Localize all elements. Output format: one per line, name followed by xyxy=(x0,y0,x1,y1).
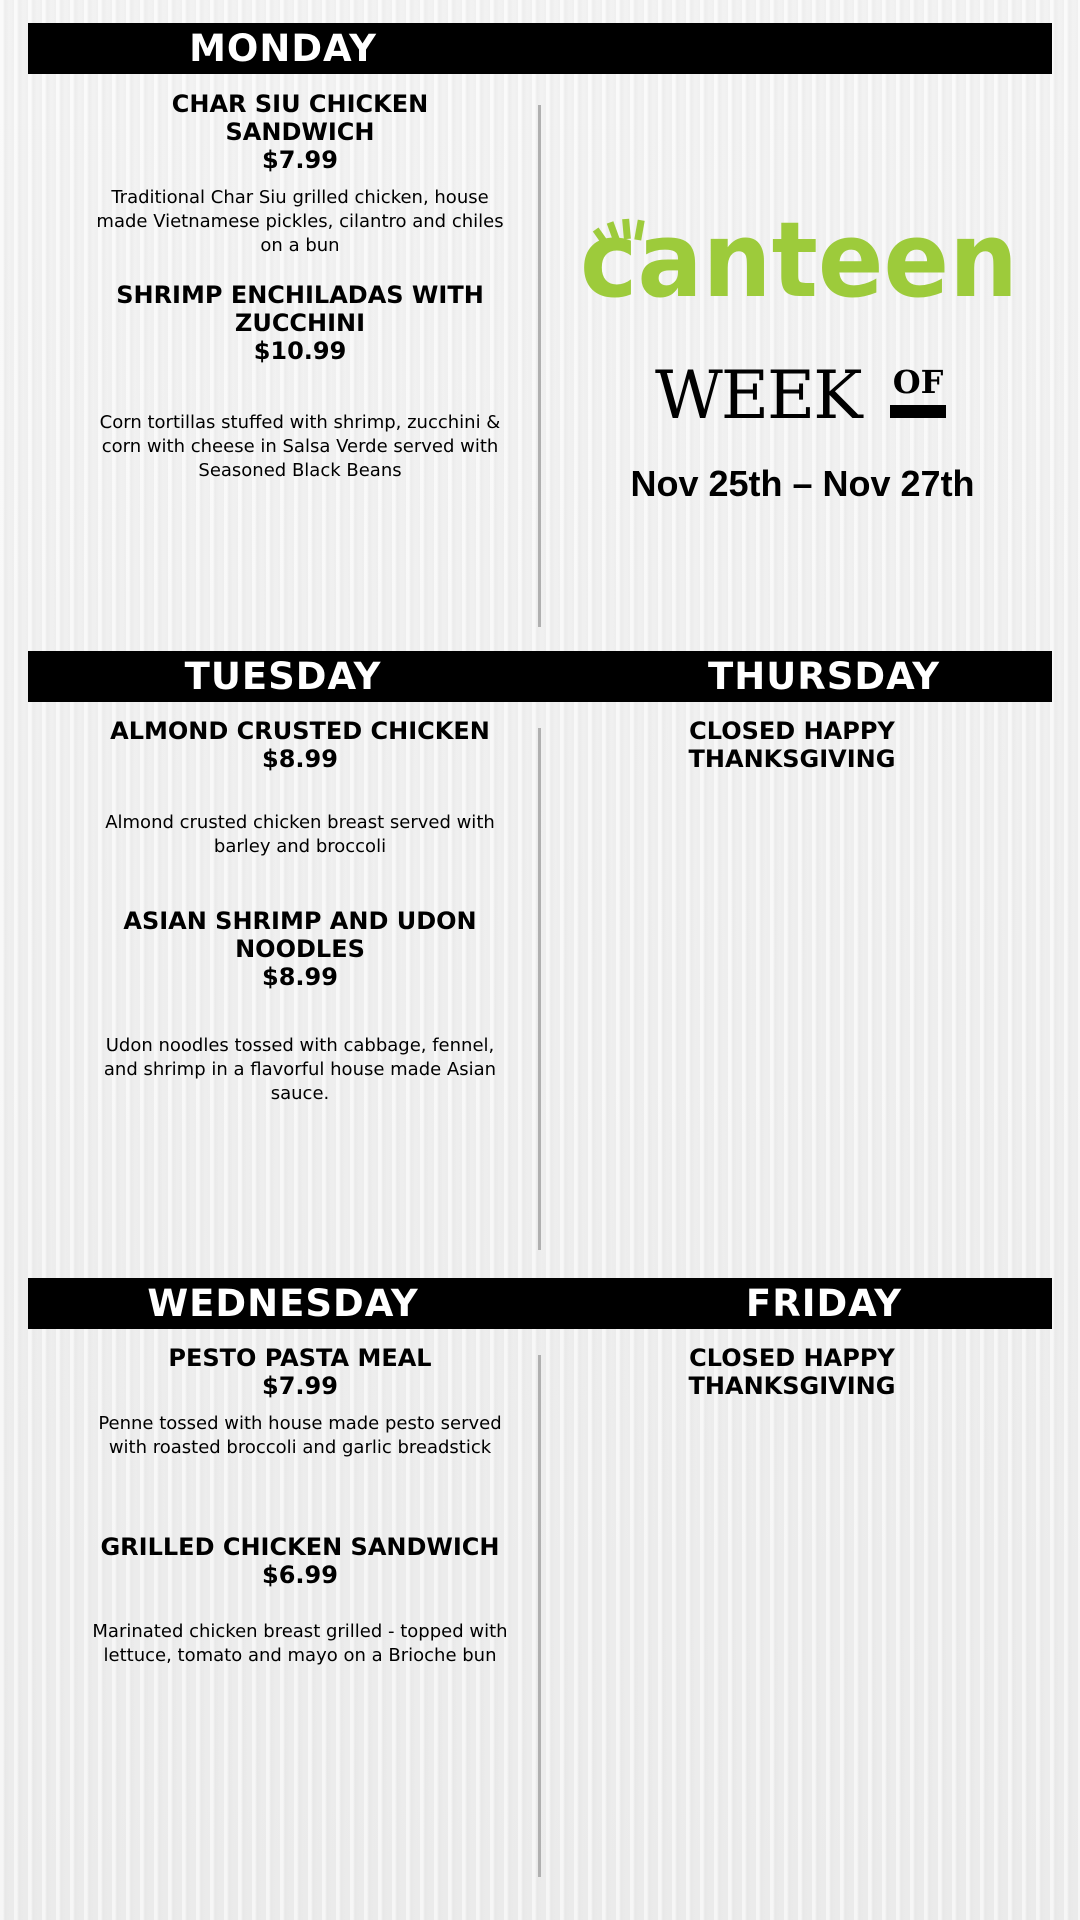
monday-item-2-description xyxy=(90,411,510,483)
column-divider xyxy=(538,105,541,627)
tuesday-thursday-header-band xyxy=(28,651,1052,702)
item-name: CHAR SIU CHICKEN SANDWICH xyxy=(171,90,429,146)
item-price: $10.99 xyxy=(253,337,347,365)
tuesday-item-1 xyxy=(90,717,510,773)
friday-label: FRIDAY xyxy=(745,1282,903,1325)
item-name: PESTO PASTA MEAL xyxy=(168,1344,432,1372)
wednesday-item-2 xyxy=(90,1533,510,1589)
tuesday-item-2 xyxy=(90,907,510,991)
item-description: Almond crusted chicken breast served with barley and broccoli xyxy=(105,812,495,857)
wednesday-item-2-description xyxy=(90,1620,510,1668)
monday-label: MONDAY xyxy=(189,27,377,70)
tuesday-item-1-description xyxy=(90,811,510,859)
item-price: $8.99 xyxy=(262,745,338,773)
column-divider xyxy=(538,1355,541,1877)
tuesday-item-2-description xyxy=(90,1034,510,1106)
item-name: ASIAN SHRIMP AND UDON NOODLES xyxy=(123,907,477,963)
item-price: $8.99 xyxy=(262,963,338,991)
item-description: Udon noodles tossed with cabbage, fennel, and shrimp in a flavorful house made Asian sauce. xyxy=(103,1035,497,1104)
week-of-title xyxy=(655,357,955,434)
closed-message: CLOSED HAPPY THANKSGIVING xyxy=(688,1344,896,1400)
monday-item-2 xyxy=(90,281,510,365)
item-description: Corn tortillas stuffed with shrimp, zucchini & corn with cheese in Salsa Verde served with Seasoned Black Beans xyxy=(99,412,501,481)
item-name: GRILLED CHICKEN SANDWICH xyxy=(100,1533,500,1561)
column-divider xyxy=(538,728,541,1250)
of-badge xyxy=(890,363,946,418)
item-price: $7.99 xyxy=(262,146,338,174)
canteen-logo xyxy=(580,200,1020,310)
tuesday-label: TUESDAY xyxy=(184,655,382,698)
wednesday-label: WEDNESDAY xyxy=(147,1282,419,1325)
thursday-label: THURSDAY xyxy=(708,655,940,698)
monday-item-1 xyxy=(90,90,510,258)
item-description: Traditional Char Siu grilled chicken, house made Vietnamese pickles, cilantro and chiles on a bun xyxy=(96,187,504,256)
item-name: ALMOND CRUSTED CHICKEN xyxy=(110,717,490,745)
canteen-logo-text: canteen xyxy=(580,200,1018,310)
of-underline-bar xyxy=(890,405,946,418)
thursday-closed-note xyxy=(600,717,984,773)
item-price: $7.99 xyxy=(262,1372,338,1400)
monday-header-band xyxy=(28,23,1052,74)
item-description: Penne tossed with house made pesto served with roasted broccoli and garlic breadstick xyxy=(98,1413,502,1458)
date-range: Nov 25th – Nov 27th xyxy=(630,463,975,504)
wednesday-friday-header-band xyxy=(28,1278,1052,1329)
of-word: OF xyxy=(892,363,944,401)
wednesday-item-1 xyxy=(90,1344,510,1460)
item-price: $6.99 xyxy=(262,1561,338,1589)
closed-message: CLOSED HAPPY THANKSGIVING xyxy=(688,717,896,773)
item-name: SHRIMP ENCHILADAS WITH ZUCCHINI xyxy=(116,281,484,337)
friday-closed-note xyxy=(600,1344,984,1400)
item-description: Marinated chicken breast grilled - topped with lettuce, tomato and mayo on a Brioche bun xyxy=(92,1621,508,1666)
week-word: WEEK xyxy=(655,357,861,434)
